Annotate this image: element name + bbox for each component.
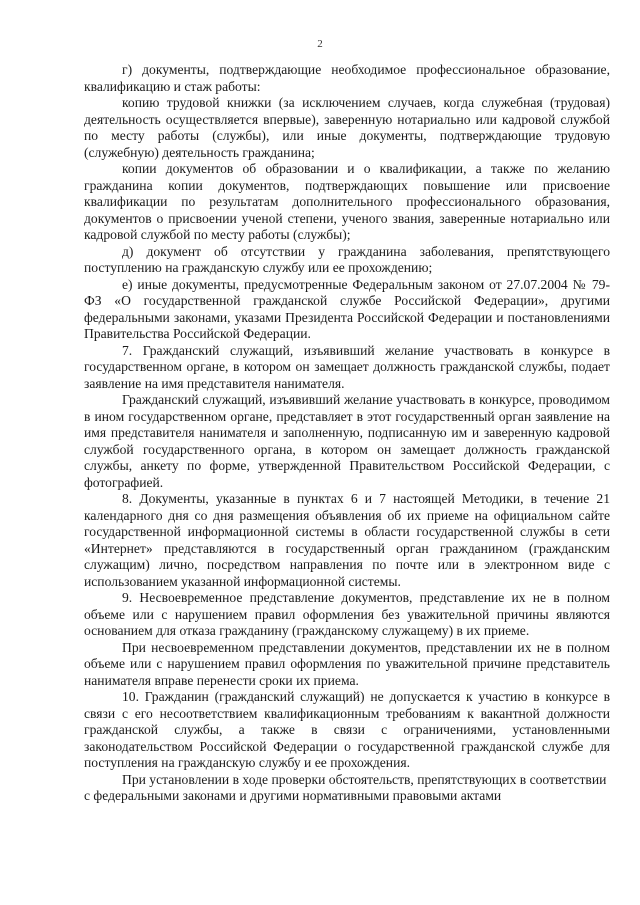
paragraph-9-late-submission: 9. Несвоевременное представление документов, представление их не в полном объеме или с нарушением правил оформления без уважительной причины являются основанием для отказа гражданину (гражданскому служащему) в их приеме. <box>84 590 610 638</box>
paragraph-7-same-organ: 7. Гражданский служащий, изъявивший желание участвовать в конкурсе в государственном органе, в котором он замещает должность гражданской службы, подает заявление на имя представителя нанимателя. <box>84 342 610 391</box>
paragraph-7-other-organ: Гражданский служащий, изъявивший желание участвовать в конкурсе, проводимом в ином государственном органе, представляет в этот государственный орган заявление на имя представителя нанимателя и заполненную, подписанную им и заверенную кадровой службой государственного органа, в котором он замещает должность гражданской службы, анкету по форме, утвержденной Правительством Российской Федерации, с фотографией. <box>84 392 610 490</box>
paragraph-10-not-admitted: 10. Гражданин (гражданский служащий) не допускается к участию в конкурсе в связи с его несоответствием квалификационным требованиям к вакантной должности гражданской службы, а также в связи с ограничениями, установленными законодательством Российской Федерации о государственной гражданской службе для поступления на гражданскую службу и ее прохождения. <box>84 689 610 770</box>
paragraph-e-other-documents: е) иные документы, предусмотренные Федеральным законом от 27.07.2004 № 79-ФЗ «О государственной гражданской службе Российской Федерации», другими федеральными законами, указами Президента Российской Федерации и постановлениями Правительства Российской Федерации. <box>84 276 610 341</box>
paragraph-labor-book-copy: копию трудовой книжки (за исключением случаев, когда служебная (трудовая) деятельность осуществляется впервые), заверенную нотариально или кадровой службой по месту работы (службы), или иные документы, подтверждающие трудовую (служебную) деятельность гражданина; <box>84 95 610 160</box>
paragraph-8-submission: 8. Документы, указанные в пунктах 6 и 7 настоящей Методики, в течение 21 календарного дня со дня размещения объявления об их приеме на официальном сайте государственной информационной системы в области государственной службы в сети «Интернет» представляются в государственный орган гражданином (гражданским служащим) лично, посредством направления по почте или в электронном виде с использованием указанной информационной системы. <box>84 491 610 589</box>
paragraph-10-verification: При установлении в ходе проверки обстоятельств, препятствующих в соответствии с федеральными законами и другими нормативными правовыми актами <box>84 771 607 803</box>
paragraph-d-health-document: д) документ об отсутствии у гражданина заболевания, препятствующего поступлению на гражданскую службу или ее прохождению; <box>84 243 610 275</box>
paragraph-9-valid-reason: При несвоевременном представлении документов, представлении их не в полном объеме или с нарушением правил оформления по уважительной причине представитель нанимателя вправе перенести сроки их приема. <box>84 639 610 688</box>
page-number: 2 <box>317 38 323 50</box>
document-body <box>84 62 610 805</box>
paragraph-education-copies: копии документов об образовании и о квалификации, а также по желанию гражданина копии документов, подтверждающих повышение или присвоение квалификации по результатам дополнительного профессионального образования, документов о присвоении ученой степени, ученого звания, заверенные нотариально или кадровой службой по месту работы (службы); <box>84 161 610 242</box>
paragraph-g-documents: г) документы, подтверждающие необходимое профессиональное образование, квалификацию и стаж работы: <box>84 62 610 94</box>
